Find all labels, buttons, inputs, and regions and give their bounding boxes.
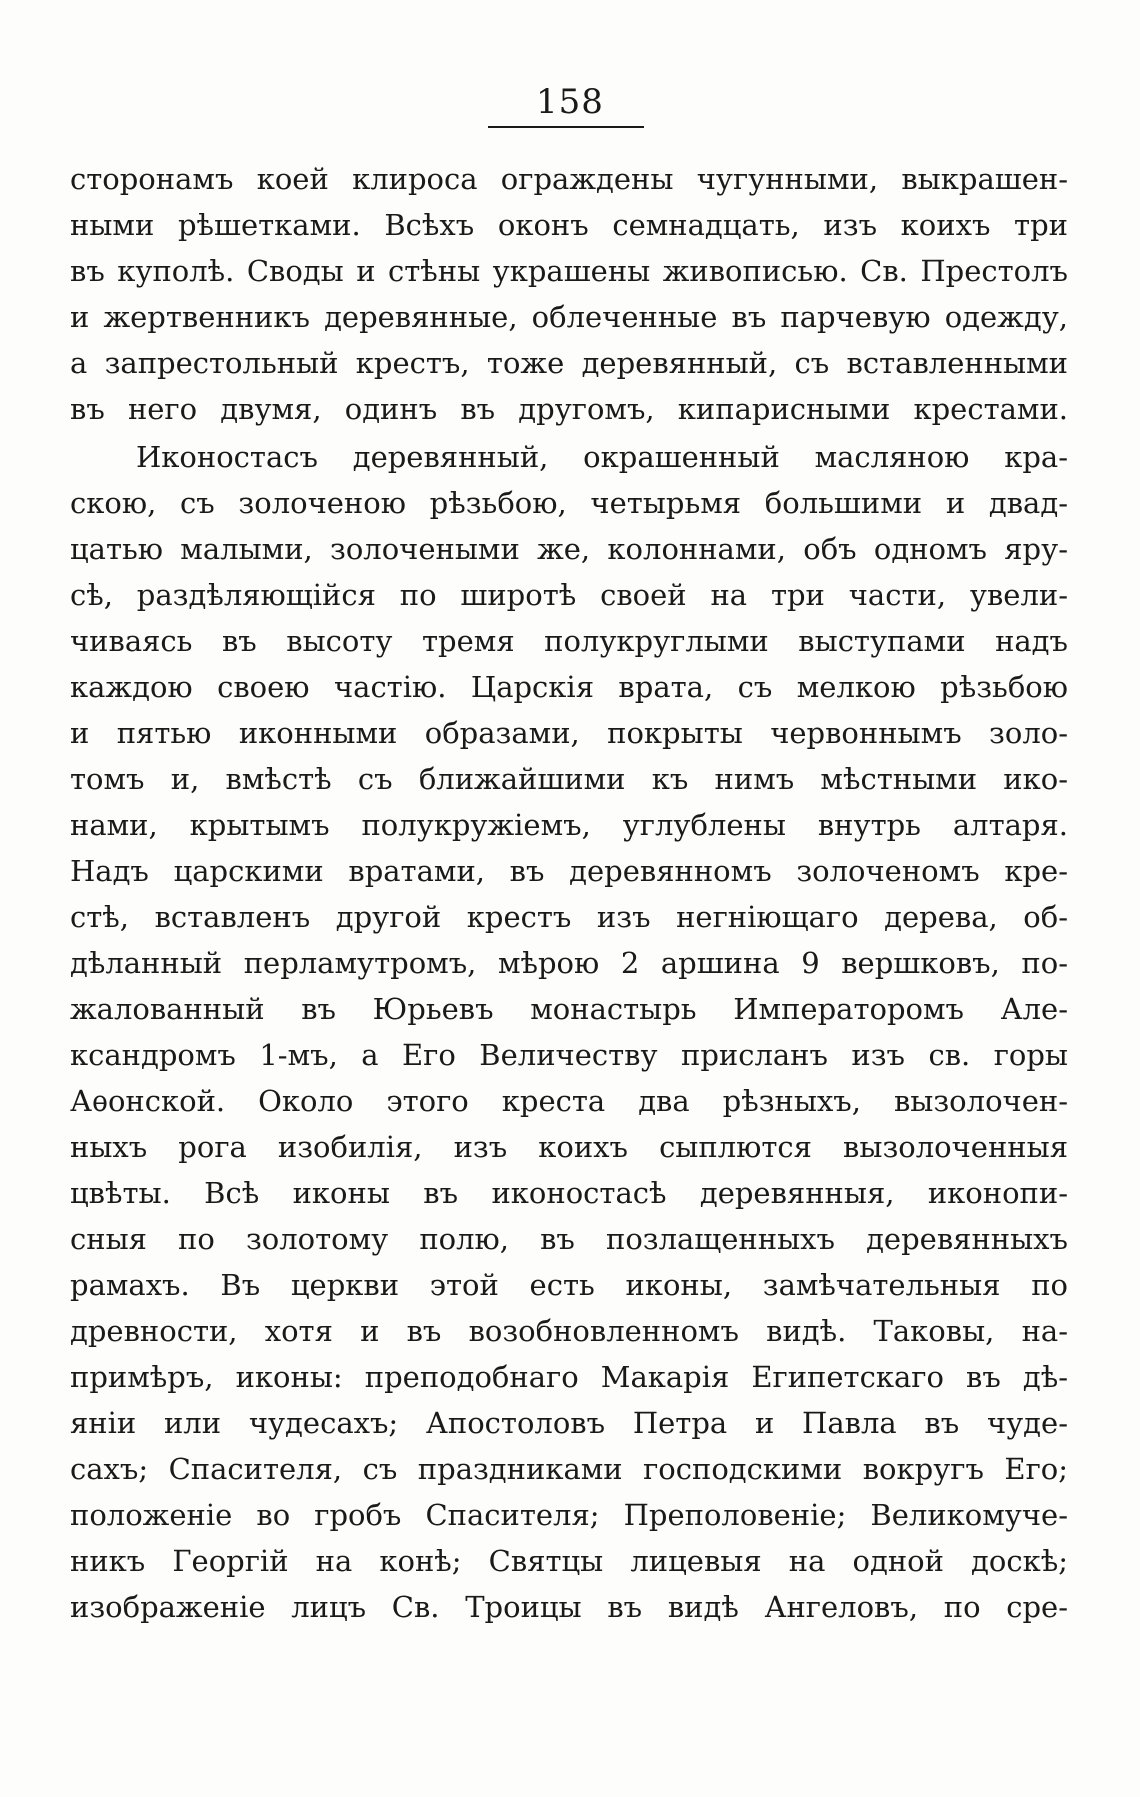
text-line: ксандромъ 1-мъ, а Его Величеству присланъ изъ св. горы bbox=[70, 1038, 1068, 1072]
text-line: Аѳонской. Около этого креста два рѣзныхъ, вызолочен- bbox=[70, 1084, 1068, 1118]
text-line: а запрестольный крестъ, тоже деревянный, съ вставленными bbox=[70, 346, 1068, 380]
text-line: яніи или чудесахъ; Апостоловъ Петра и Павла въ чуде- bbox=[70, 1406, 1068, 1440]
text-line: ныхъ рога изобилія, изъ коихъ сыплются вызолоченныя bbox=[70, 1130, 1068, 1164]
text-line: жалованный въ Юрьевъ монастырь Императоромъ Але- bbox=[70, 992, 1068, 1026]
text-line: нами, крытымъ полукружіемъ, углублены внутрь алтаря. bbox=[70, 808, 1068, 842]
text-line: и жертвенникъ деревянные, облеченные въ парчевую одежду, bbox=[70, 300, 1068, 334]
paragraph bbox=[70, 434, 1068, 1630]
page-number: 158 bbox=[536, 82, 604, 122]
text-line: каждою своею частію. Царскія врата, съ мелкою рѣзьбою bbox=[70, 670, 1068, 704]
text-line: и пятью иконными образами, покрыты червоннымъ золо- bbox=[70, 716, 1068, 750]
text-line: цатью малыми, золочеными же, колоннами, объ одномъ яру- bbox=[70, 532, 1068, 566]
paragraph bbox=[70, 156, 1068, 432]
text-line: цвѣты. Всѣ иконы въ иконостасѣ деревянныя, иконопи- bbox=[70, 1176, 1068, 1210]
text-line: примѣръ, иконы: преподобнаго Макарія Египетскаго въ дѣ- bbox=[70, 1360, 1068, 1394]
text-line: сныя по золотому полю, въ позлащенныхъ деревянныхъ bbox=[70, 1222, 1068, 1256]
text-line: чиваясь въ высоту тремя полукруглыми выступами надъ bbox=[70, 624, 1068, 658]
text-line: дѣланный перламутромъ, мѣрою 2 аршина 9 вершковъ, по- bbox=[70, 946, 1068, 980]
text-line: сахъ; Спасителя, съ праздниками господскими вокругъ Его; bbox=[70, 1452, 1068, 1486]
text-line: сторонамъ коей клироса ограждены чугунными, выкрашен- bbox=[70, 162, 1068, 196]
text-line: томъ и, вмѣстѣ съ ближайшими къ нимъ мѣстными ико- bbox=[70, 762, 1068, 796]
text-line: Иконостасъ деревянный, окрашенный масляною кра- bbox=[136, 440, 1068, 474]
text-line: скою, съ золоченою рѣзьбою, четырьмя большими и двад- bbox=[70, 486, 1068, 520]
text-line: древности, хотя и въ возобновленномъ видѣ. Таковы, на- bbox=[70, 1314, 1068, 1348]
body-text bbox=[70, 156, 1068, 1630]
text-line: положеніе во гробъ Спасителя; Преполовеніе; Великомуче- bbox=[70, 1498, 1068, 1532]
page-number-rule bbox=[488, 126, 644, 128]
text-line: стѣ, вставленъ другой крестъ изъ негніющаго дерева, об- bbox=[70, 900, 1068, 934]
text-line: изображеніе лицъ Св. Троицы въ видѣ Ангеловъ, по сре- bbox=[70, 1590, 1068, 1624]
text-line: сѣ, раздѣляющійся по широтѣ своей на три части, увели- bbox=[70, 578, 1068, 612]
text-line: ными рѣшетками. Всѣхъ оконъ семнадцать, изъ коихъ три bbox=[70, 208, 1068, 242]
text-line: рамахъ. Въ церкви этой есть иконы, замѣчательныя по bbox=[70, 1268, 1068, 1302]
text-line: Надъ царскими вратами, въ деревянномъ золоченомъ кре- bbox=[70, 854, 1068, 888]
text-line: никъ Георгій на конѣ; Святцы лицевыя на одной доскѣ; bbox=[70, 1544, 1068, 1578]
text-line: въ куполѣ. Своды и стѣны украшены живописью. Св. Престолъ bbox=[70, 254, 1068, 288]
text-line: въ него двумя, одинъ въ другомъ, кипарисными крестами. bbox=[70, 392, 1068, 426]
